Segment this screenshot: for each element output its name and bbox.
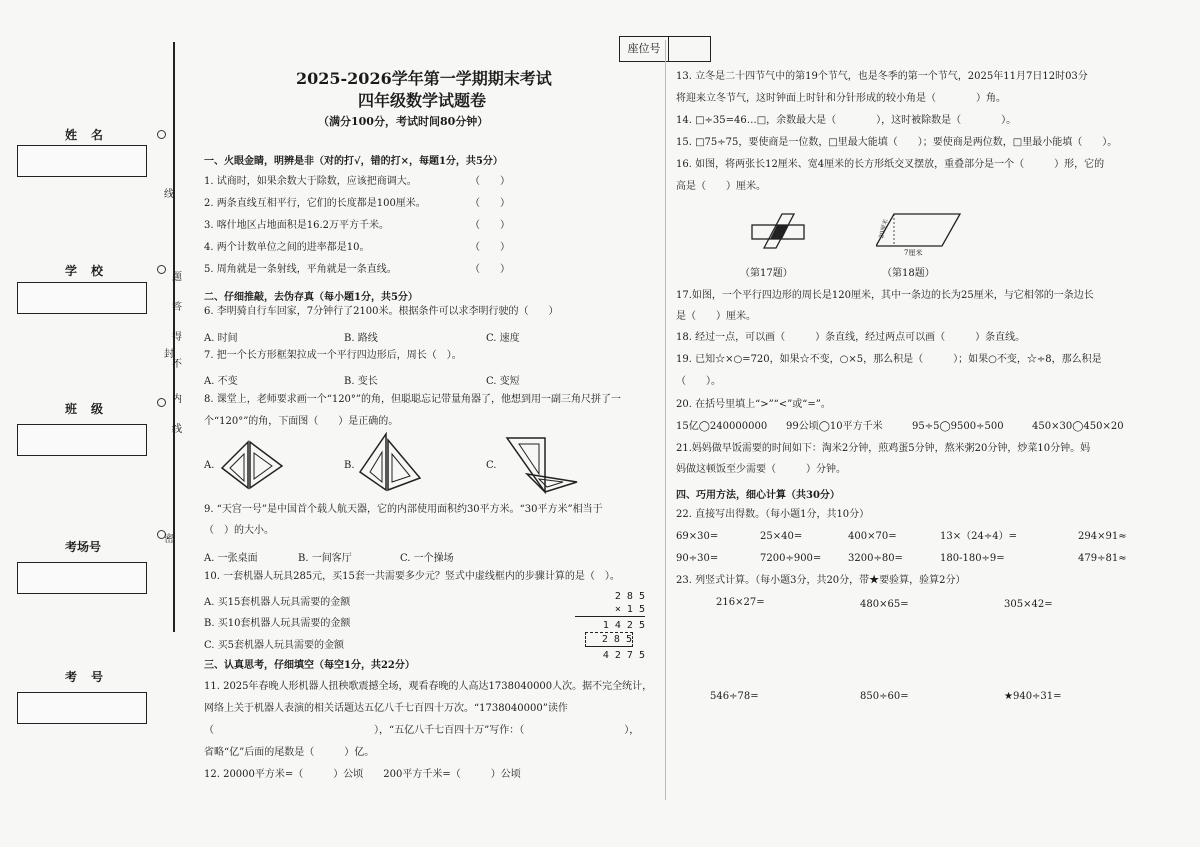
binding-char: 内 (172, 394, 182, 405)
question-21-line2: 妈做这顿饭至少需要（ ）分钟。 (676, 464, 846, 475)
binding-char: 不 (172, 359, 182, 370)
room-field[interactable] (17, 562, 147, 594)
section-1-title: 一、火眼金睛，明辨是非（对的打√，错的打×，每题1分，共5分） (204, 156, 503, 167)
compare-item[interactable]: 450×30◯450×20 (1032, 421, 1124, 432)
exam-subtitle: （满分100分，考试时间80分钟） (318, 115, 489, 128)
question-17-line1: 17.如图，一个平行四边形的周长是120厘米，其中一条边的长为25厘米，与它相邻的一条边长 (676, 290, 1094, 301)
question-9-line2: （ ）的大小。 (204, 525, 274, 536)
question-11-line1: 11. 2025年春晚人形机器人扭秧歌震撼全场，观看春晚的人高达1738040000人次。据不完全统计， (204, 681, 653, 692)
mult-row: 1 4 2 5 (602, 620, 645, 631)
q8-option-c[interactable]: C. (486, 460, 497, 471)
calc-item: 479÷81≈ (1078, 553, 1127, 564)
compare-item[interactable]: 95÷5◯9500÷500 (912, 421, 1004, 432)
number-field[interactable] (17, 692, 147, 724)
q9-option-a[interactable]: A. 一张桌面 (204, 553, 258, 564)
vertical-calc-item: 216×27= (716, 597, 765, 608)
question-4: 4. 两个计数单位之间的进率都是10。 (204, 242, 370, 253)
question-1: 1. 试商时，如果余数大于除数，应该把商调大。 (204, 176, 417, 187)
question-11-line3: （ ），“五亿八千七百四十万”写作：（ ）， (204, 725, 640, 736)
question-6: 6. 李明骑自行车回家，7分钟行了2100米。根据条件可以求李明行驶的（ ） (204, 306, 559, 317)
q7-option-c[interactable]: C. 变短 (486, 376, 520, 387)
question-18: 18. 经过一点，可以画（ ）条直线，经过两点可以画（ ）条直线。 (676, 332, 1026, 343)
section-4-title: 四、巧用方法，细心计算（共30分） (676, 490, 840, 501)
q10-option-c[interactable]: C. 买5套机器人玩具需要的金额 (204, 640, 345, 651)
q8-option-a[interactable]: A. (204, 460, 215, 471)
question-12: 12. 20000平方米=（ ）公顷 200平方千米=（ ）公顷 (204, 769, 521, 780)
binding-char: 答 (172, 302, 182, 313)
binding-char: 密 (164, 534, 174, 545)
question-14: 14. □÷35=46…□，余数最大是（ ），这时被除数是（ ）。 (676, 115, 1017, 126)
figure-18-caption: （第18题） (882, 268, 935, 279)
calc-item: 400×70= (848, 531, 897, 542)
calc-item: 3200÷80= (848, 553, 903, 564)
calc-item: 69×30= (676, 531, 719, 542)
q6-option-b[interactable]: B. 路线 (344, 333, 378, 344)
binding-char: 封 (164, 349, 174, 360)
school-label: 学校 (65, 264, 118, 278)
question-13-line2: 将迎来立冬节气，这时钟面上时针和分针形成的较小角是（ ）角。 (676, 93, 1006, 104)
section-3-title: 三、认真思考，仔细填空（每空1分，共22分） (204, 660, 415, 671)
q7-option-a[interactable]: A. 不变 (204, 376, 238, 387)
q9-option-b[interactable]: B. 一间客厅 (298, 553, 352, 564)
calc-item: 7200÷900= (760, 553, 822, 564)
question-2: 2. 两条直线互相平行，它们的长度都是100厘米。 (204, 198, 426, 209)
binding-char: 题 (172, 272, 182, 283)
answer-paren[interactable]: （ ） (470, 220, 510, 231)
set-squares-option-b (358, 432, 423, 492)
q7-option-b[interactable]: B. 变长 (344, 376, 378, 387)
binding-hole (157, 398, 166, 407)
set-squares-option-a (220, 438, 285, 490)
q10-option-b[interactable]: B. 买10套机器人玩具需要的金额 (204, 618, 351, 629)
seat-label: 座位号 (620, 37, 669, 61)
q9-option-c[interactable]: C. 一个操场 (400, 553, 454, 564)
question-19-line1: 19. 已知☆×○=720，如果☆不变，○×5，那么积是（ ）；如果○不变，☆÷8，那么积是 (676, 354, 1102, 365)
mult-row: 2 8 5 (614, 591, 645, 602)
set-squares-option-c (505, 434, 580, 494)
q6-option-c[interactable]: C. 速度 (486, 333, 520, 344)
vertical-calc-item: 305×42= (1004, 599, 1053, 610)
figure-18-base-label: 7厘米 (904, 249, 923, 257)
q6-option-a[interactable]: A. 时间 (204, 333, 238, 344)
question-11-line2: 网络上关于机器人表演的相关话题达五亿八千七百四十万次。“1738040000”读作 (204, 703, 568, 714)
answer-paren[interactable]: （ ） (470, 176, 510, 187)
question-5: 5. 周角就是一条射线，平角就是一条直线。 (204, 264, 397, 275)
vertical-calc-item: 850÷60= (860, 691, 909, 702)
question-16-line2: 高是（ ）厘米。 (676, 181, 766, 192)
answer-paren[interactable]: （ ） (470, 198, 510, 209)
question-19-line2: （ ）。 (676, 376, 721, 387)
room-label: 考场号 (65, 540, 102, 554)
exam-title: 2025-2026学年第一学期期末考试 (296, 69, 552, 88)
school-field[interactable] (17, 282, 147, 314)
answer-paren[interactable]: （ ） (470, 264, 510, 275)
question-8-line1: 8. 课堂上，老师要求画一个“120°”的角，但聪聪忘记带量角器了，他想到用一副三角尺拼了一 (204, 394, 622, 405)
question-10: 10. 一套机器人玩具285元，买15套一共需要多少元？竖式中虚线框内的步骤计算的是（ ）。 (204, 571, 620, 582)
vertical-calc-item: ★940÷31= (1004, 691, 1062, 702)
binding-char: 得 (172, 332, 182, 343)
compare-item[interactable]: 15亿◯240000000 (676, 421, 768, 432)
class-field[interactable] (17, 424, 147, 456)
question-7: 7. 把一个长方形框架拉成一个平行四边形后，周长（ ）。 (204, 350, 462, 361)
vertical-multiplication (575, 590, 645, 662)
binding-hole (157, 265, 166, 274)
number-label: 考号 (65, 670, 118, 684)
vertical-calc-item: 480×65= (860, 599, 909, 610)
binding-hole (157, 130, 166, 139)
mult-row: 4 2 7 5 (602, 650, 645, 661)
question-21-line1: 21.妈妈做早饭需要的时间如下：淘米2分钟，煎鸡蛋5分钟，熬米粥20分钟，炒菜10分钟。妈 (676, 443, 1091, 454)
calc-item: 25×40= (760, 531, 803, 542)
question-3: 3. 喀什地区占地面积是16.2万平方千米。 (204, 220, 389, 231)
calc-item: 90÷30= (676, 553, 719, 564)
question-17-line2: 是（ ）厘米。 (676, 311, 756, 322)
q10-option-a[interactable]: A. 买15套机器人玩具需要的金额 (204, 597, 351, 608)
question-11-line4: 省略“亿”后面的尾数是（ ）亿。 (204, 747, 375, 758)
mult-row: × 1 5 (575, 603, 645, 617)
vertical-calc-item: 546÷78= (710, 691, 759, 702)
crossed-rectangles-figure (748, 208, 808, 258)
figure-18-side-label: 20厘米 (877, 218, 890, 240)
column-divider (665, 40, 666, 800)
exam-subject-title: 四年级数学试题卷 (358, 91, 487, 110)
binding-char: 线 (172, 424, 182, 435)
q8-option-b[interactable]: B. (344, 460, 355, 471)
question-8-line2: 个“120°”的角，下面图（ ）是正确的。 (204, 416, 399, 427)
name-field[interactable] (17, 145, 147, 177)
section-2-title: 二、仔细推敲，去伪存真（每小题1分，共5分） (204, 292, 418, 303)
question-9-line1: 9. “天宫一号”是中国首个载人航天器，它的内部使用面积约30平方米。“30平方米”相当于 (204, 504, 603, 515)
calc-item: 294×91≈ (1078, 531, 1127, 542)
figure-17-caption: （第17题） (740, 268, 793, 279)
question-23: 23. 列竖式计算。（每小题3分，共20分，带★要验算，验算2分） (676, 575, 966, 586)
name-label: 姓名 (65, 128, 118, 142)
question-13-line1: 13. 立冬是二十四节气中的第19个节气，也是冬季的第一个节气，2025年11月7日12时03分 (676, 71, 1088, 82)
question-15: 15. □75÷75，要使商是一位数，□里最大能填（ ）；要使商是两位数，□里最小能填（ ）。 (676, 137, 1118, 148)
mult-dashed-row: 2 8 5 (585, 632, 633, 647)
question-16-line1: 16. 如图，将两张长12厘米、宽4厘米的长方形纸交叉摆放，重叠部分是一个（ ）形，它的 (676, 159, 1105, 170)
question-22: 22. 直接写出得数。（每小题1分，共10分） (676, 509, 870, 520)
compare-item[interactable]: 99公顷◯10平方千米 (786, 421, 883, 432)
answer-paren[interactable]: （ ） (470, 242, 510, 253)
calc-item: 180-180÷9= (940, 553, 1005, 564)
seat-field[interactable] (669, 37, 710, 61)
class-label: 班级 (65, 402, 118, 416)
binding-char: 线 (164, 189, 174, 200)
calc-item: 13×（24÷4）= (940, 531, 1017, 542)
question-20: 20. 在括号里填上“>”“<”或“=”。 (676, 399, 831, 410)
